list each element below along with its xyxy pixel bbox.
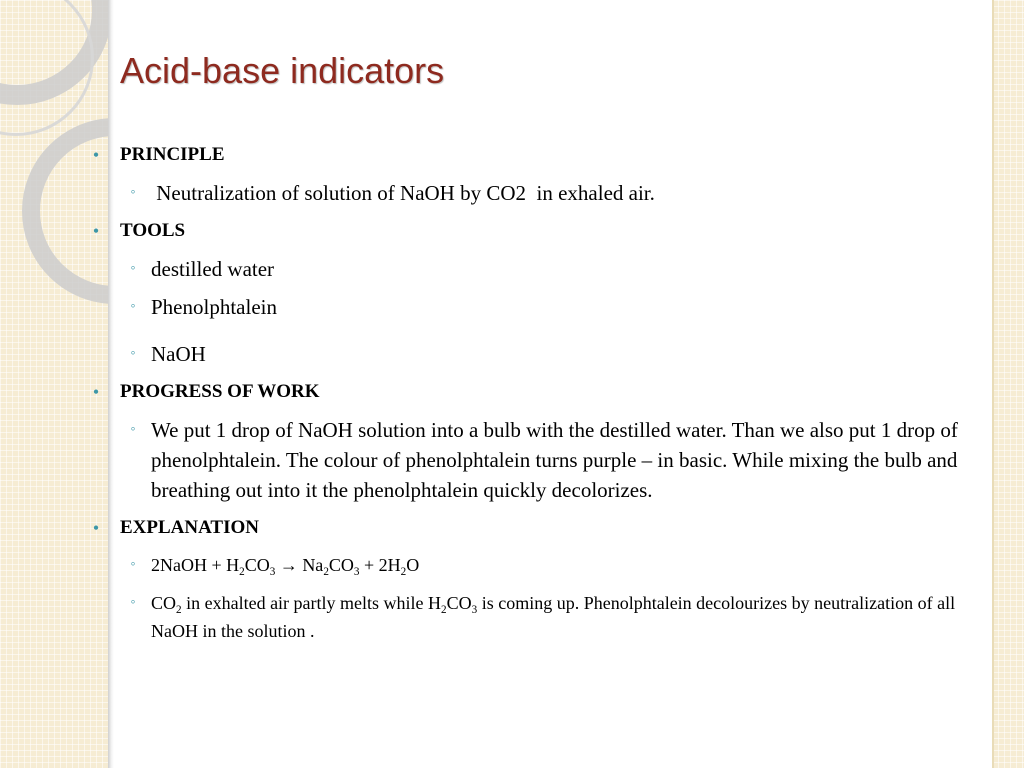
right-decorative-panel <box>992 0 1024 768</box>
list-item <box>86 589 986 645</box>
sub-bullet-icon: ◦ <box>130 557 136 572</box>
section-heading: EXPLANATION <box>120 517 259 538</box>
tool-item: NaOH <box>151 342 206 366</box>
bullet-icon: • <box>92 382 100 402</box>
chemical-equation: 2NaOH + $H_2CO_3 \to Na_2CO_3 + 2H_2O$ <box>151 555 420 578</box>
list-item <box>86 415 986 505</box>
tool-item: Phenolphtalein <box>151 295 277 319</box>
explanation-note: $CO_2$ in exhalted air partly melts while $H_2CO_3$ is coming up. Phenolphtalein decolourizes by neutralization of all NaOH in the solution . <box>151 593 956 641</box>
progress-text: We put 1 drop of NaOH solution into a bulb with the destilled water. Than we also put 1 drop of phenolphtalein. The colour of phenolphtalein turns purple – in basic. While mixing the bulb and breathing out into it the phenolphtalein quickly decolorizes. <box>151 418 958 502</box>
list-item <box>86 178 976 208</box>
principle-text: Neutralization of solution of NaOH by CO2 in exhaled air. <box>151 181 655 205</box>
slide-title: Acid-base indicators <box>120 50 445 91</box>
sub-bullet-icon: ◦ <box>130 595 136 610</box>
list-item <box>86 254 976 284</box>
section-heading: PROGRESS OF WORK <box>120 381 320 402</box>
bullet-icon: • <box>92 145 100 165</box>
section-explanation <box>86 515 976 541</box>
list-item <box>86 292 976 322</box>
bullet-icon: • <box>92 518 100 538</box>
sub-bullet-icon: ◦ <box>130 346 136 361</box>
section-principle <box>86 142 976 168</box>
list-item <box>86 339 976 369</box>
arrow-icon: → <box>275 555 303 575</box>
sub-bullet-icon: ◦ <box>130 261 136 276</box>
sub-bullet-icon: ◦ <box>130 422 136 437</box>
bullet-icon: • <box>92 221 100 241</box>
sub-bullet-icon: ◦ <box>130 299 136 314</box>
section-heading: PRINCIPLE <box>120 144 225 165</box>
section-tools <box>86 218 976 244</box>
section-heading: TOOLS <box>120 220 186 241</box>
tool-item: destilled water <box>151 257 275 281</box>
sub-bullet-icon: ◦ <box>130 185 136 200</box>
decorative-ring <box>0 0 94 136</box>
list-item <box>86 551 976 579</box>
slide-body <box>86 140 976 645</box>
section-progress <box>86 379 976 405</box>
